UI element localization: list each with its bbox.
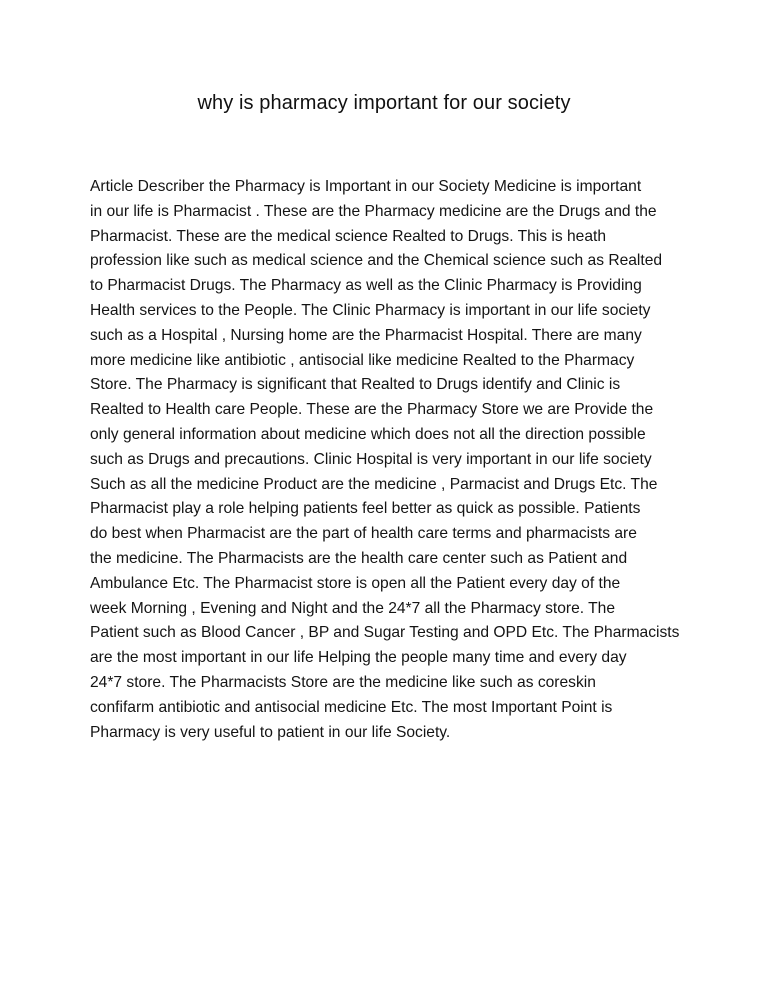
body-line: in our life is Pharmacist . These are the Pharmacy medicine are the Drugs and the [90,202,657,220]
body-line: Health services to the People. The Clinic Pharmacy is important in our life society [90,301,651,319]
body-line: do best when Pharmacist are the part of health care terms and pharmacists are [90,525,637,543]
body-line: 24*7 store. The Pharmacists Store are the medicine like such as coreskin [90,673,596,691]
body-line: Patient such as Blood Cancer , BP and Sugar Testing and OPD Etc. The Pharmacists [90,624,680,642]
body-line: Article Describer the Pharmacy is Important in our Society Medicine is important [90,178,642,195]
body-line: more medicine like antibiotic , antisocial like medicine Realted to the Pharmacy [90,351,635,369]
body-line: confifarm antibiotic and antisocial medicine Etc. The most Important Point is [90,698,613,716]
body-line: Pharmacy is very useful to patient in our life Society. [90,723,451,741]
body-line: only general information about medicine which does not all the direction possible [90,425,646,443]
body-line: are the most important in our life Helping the people many time and every day [90,649,627,667]
body-line: Pharmacist play a role helping patients feel better as quick as possible. Patients [90,500,641,518]
body-line: week Morning , Evening and Night and the 24*7 all the Pharmacy store. The [90,599,616,617]
body-line: Pharmacist. These are the medical science Realted to Drugs. This is heath [90,227,607,245]
body-line: such as Drugs and precautions. Clinic Hospital is very important in our life society [90,450,652,468]
page-title: why is pharmacy important for our society [197,92,571,114]
body-line: Realted to Health care People. These are the Pharmacy Store we are Provide the [90,401,654,419]
body-line: profession like such as medical science and the Chemical science such as Realted [90,252,663,270]
body-line: the medicine. The Pharmacists are the health care center such as Patient and [90,549,628,567]
body-line: such as a Hospital , Nursing home are the Pharmacist Hospital. There are many [90,326,642,344]
body-line: Store. The Pharmacy is significant that Realted to Drugs identify and Clinic is [90,376,621,394]
body-line: Ambulance Etc. The Pharmacist store is open all the Patient every day of the [90,574,621,592]
article-body [90,175,690,745]
body-line: to Pharmacist Drugs. The Pharmacy as well as the Clinic Pharmacy is Providing [90,277,642,295]
body-line: Such as all the medicine Product are the medicine , Parmacist and Drugs Etc. The [90,475,658,493]
